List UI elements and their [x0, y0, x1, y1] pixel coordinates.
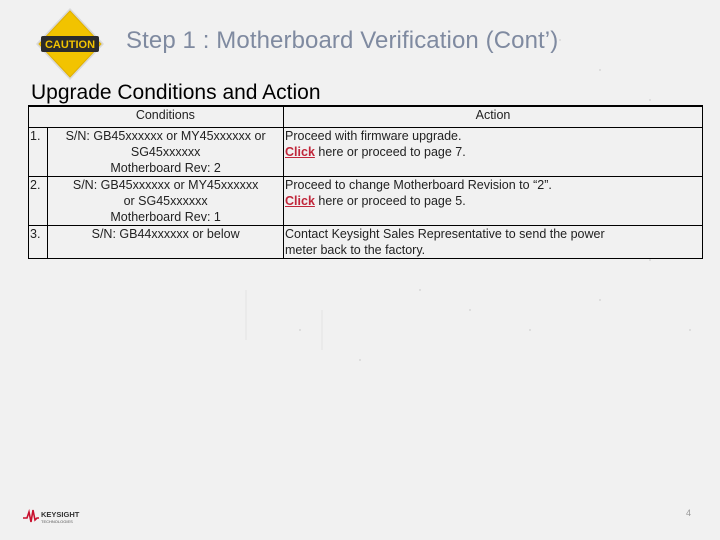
action-line: Contact Keysight Sales Representative to send the power	[285, 227, 605, 241]
header-blank-cell	[29, 107, 48, 128]
header-conditions: Conditions	[48, 107, 284, 128]
logo-text-top: KEYSIGHT	[41, 510, 80, 519]
keysight-logo	[23, 506, 83, 526]
condition-line: Motherboard Rev: 1	[110, 210, 221, 224]
condition-line: S/N: GB44xxxxxx or below	[91, 227, 240, 241]
action-line	[285, 193, 701, 209]
row-condition	[48, 128, 284, 177]
caution-sign-text: CAUTION	[44, 39, 96, 51]
row-action	[284, 226, 703, 259]
row-number: 2.	[29, 177, 48, 226]
page-title: Step 1 : Motherboard Verification (Cont’)	[126, 27, 559, 54]
table-row	[29, 226, 703, 259]
action-text: here or proceed to page 7.	[314, 145, 466, 159]
action-line: Proceed with firmware upgrade.	[285, 129, 462, 143]
condition-line: SG45xxxxxx	[130, 145, 201, 159]
table-row	[29, 128, 703, 177]
action-line: meter back to the factory.	[285, 243, 426, 257]
action-line	[285, 144, 701, 160]
row-number: 3.	[29, 226, 48, 259]
row-condition	[48, 226, 284, 259]
row-number: 1.	[29, 128, 48, 177]
click-link-page-7[interactable]: Click	[285, 145, 315, 159]
conditions-table	[28, 106, 703, 259]
row-condition	[48, 177, 284, 226]
table-row	[29, 177, 703, 226]
row-action	[284, 128, 703, 177]
row-action	[284, 177, 703, 226]
condition-line: S/N: GB45xxxxxx or MY45xxxxxx	[72, 178, 259, 192]
action-line: Proceed to change Motherboard Revision to “2”.	[285, 178, 552, 192]
condition-line: S/N: GB45xxxxxx or MY45xxxxxx or	[65, 129, 266, 143]
table-header-row	[29, 107, 703, 128]
caution-sign-icon	[34, 6, 106, 82]
page-number: 4	[686, 508, 692, 518]
condition-line: or SG45xxxxxx	[123, 194, 208, 208]
logo-text-bottom: TECHNOLOGIES	[41, 519, 73, 524]
section-heading: Upgrade Conditions and Action	[31, 81, 321, 104]
click-link-page-5[interactable]: Click	[285, 194, 315, 208]
condition-line: Motherboard Rev: 2	[110, 161, 221, 175]
header-action: Action	[284, 107, 703, 128]
action-text: here or proceed to page 5.	[314, 194, 466, 208]
